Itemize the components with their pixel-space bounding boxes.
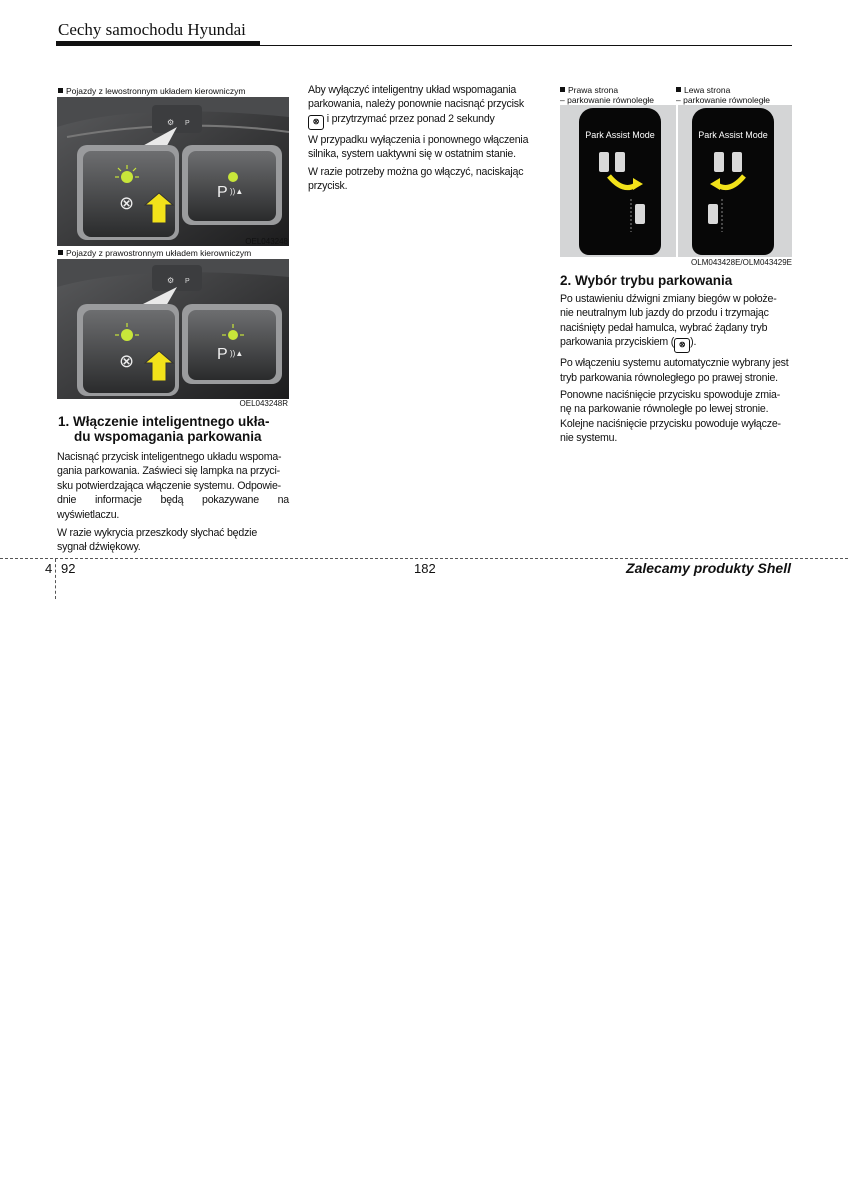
section1-title-line1: 1. Włączenie inteligentnego ukła- bbox=[58, 414, 270, 429]
console-buttons-illustration bbox=[57, 97, 289, 246]
park-assist-button-icon: ⊗ bbox=[674, 338, 690, 353]
footer-dashed-rule bbox=[0, 558, 848, 559]
header-rule bbox=[56, 45, 792, 46]
park-assist-screen-right bbox=[579, 108, 661, 255]
park-assist-screen-left bbox=[692, 108, 774, 255]
console-buttons-rhd-illustration bbox=[57, 259, 289, 399]
figure2-photo bbox=[57, 259, 289, 399]
section1-para2-line: W razie wykrycia przeszkody słychać będzie bbox=[57, 527, 258, 540]
section1-para1-line: sku potwierdzająca włączenie systemu. Odpowie- bbox=[57, 479, 281, 492]
section2-para2-line: tryb parkowania równoległego po prawej stronie. bbox=[560, 371, 778, 384]
section2-para3-line: nie systemu. bbox=[560, 432, 618, 445]
section2-para1-line: naciśnięty pedał hamulca, wybrać żądany tryb bbox=[560, 321, 768, 334]
section2-para1-line: nie neutralnym lub jazdy do przodu i trzymając bbox=[560, 307, 769, 320]
middle-para2-line: W przypadku wyłączenia i ponownego włączenia bbox=[308, 133, 529, 146]
svg-text:P: P bbox=[185, 278, 190, 285]
figure2-code: OEL043248R bbox=[239, 399, 288, 408]
figure2-caption: Pojazdy z prawostronnym układem kierowniczym bbox=[58, 248, 251, 258]
footer-chapter-page: 92 bbox=[61, 561, 76, 576]
svg-text:P: P bbox=[185, 120, 190, 127]
park-assist-figure bbox=[560, 105, 792, 257]
section2-body bbox=[560, 292, 792, 446]
section2-para1-line: parkowania przyciskiem ( ⊗ ). bbox=[560, 335, 792, 353]
svg-text:))▲: ))▲ bbox=[230, 349, 244, 358]
section2-para3-line: nę na parkowanie równoległe po lewej stronie. bbox=[560, 403, 769, 416]
section1-para1-line: gania parkowania. Zaświeci się lampka na przyci- bbox=[57, 465, 280, 478]
section1-title-line2: du wspomagania parkowania bbox=[74, 429, 262, 444]
footer-chapter: 4 bbox=[45, 561, 53, 576]
right-figure-caption-left: Prawa strona – parkowanie równoległe bbox=[560, 85, 655, 105]
svg-text:⚙: ⚙ bbox=[167, 118, 175, 127]
park-assist-button-icon: ⊗ bbox=[308, 115, 324, 130]
middle-para1-line: parkowania, należy ponownie nacisnąć przycisk bbox=[308, 98, 524, 111]
middle-para2-line: silnika, system uaktywni się w ostatnim stanie. bbox=[308, 148, 516, 161]
section2-para2-line: Po włączeniu systemu automatycznie wybrany jest bbox=[560, 357, 789, 370]
figure1-code: OEL043248 bbox=[245, 237, 288, 246]
svg-text:⊗: ⊗ bbox=[119, 193, 135, 213]
svg-text:⚙: ⚙ bbox=[167, 276, 175, 285]
section2-para3-line: Kolejne naciśnięcie przycisku powoduje wyłącze- bbox=[560, 417, 781, 430]
figure-divider bbox=[676, 105, 678, 257]
right-parking-diagram bbox=[579, 144, 661, 252]
footer-page-number: 182 bbox=[414, 561, 436, 576]
section1-para1-line: dnie informacje będą pokazywane na wyświetlaczu. bbox=[57, 494, 289, 521]
section2-title: 2. Wybór trybu parkowania bbox=[560, 273, 733, 288]
middle-para1-line: Aby wyłączyć inteligentny układ wspomagania bbox=[308, 84, 517, 96]
screen-label: Park Assist Mode bbox=[585, 130, 655, 140]
left-parking-diagram bbox=[692, 144, 774, 252]
section1-para2-line: sygnał dźwiękowy. bbox=[57, 541, 141, 554]
middle-body bbox=[308, 83, 540, 193]
right-figure-code: OLM043428E/OLM043429E bbox=[691, 258, 792, 267]
section2-para3-line: Ponowne naciśnięcie przycisku spowoduje zmia- bbox=[560, 389, 781, 402]
right-figure-caption-right: Lewa strona – parkowanie równoległe bbox=[676, 85, 771, 105]
svg-text:P: P bbox=[217, 346, 228, 363]
footer-vertical-dash bbox=[55, 559, 56, 599]
section1-body bbox=[57, 450, 289, 555]
section2-para1-line: Po ustawieniu dźwigni zmiany biegów w położe- bbox=[560, 293, 777, 305]
svg-text:⊗: ⊗ bbox=[119, 351, 135, 371]
middle-para3-line: W razie potrzeby można go włączyć, naciskając bbox=[308, 165, 524, 178]
screen-label: Park Assist Mode bbox=[698, 130, 768, 140]
footer-slogan: Zalecamy produkty Shell bbox=[626, 560, 791, 576]
page-header-title: Cechy samochodu Hyundai bbox=[58, 20, 246, 39]
figure1-photo bbox=[57, 97, 289, 246]
svg-text:))▲: ))▲ bbox=[230, 187, 244, 196]
figure1-caption: Pojazdy z lewostronnym układem kierowniczym bbox=[58, 86, 246, 96]
middle-para3-line: przycisk. bbox=[308, 180, 348, 193]
svg-text:P: P bbox=[217, 184, 228, 201]
middle-para1-line: ⊗ i przytrzymać przez ponad 2 sekundy bbox=[308, 112, 540, 130]
section1-para1-line: Nacisnąć przycisk inteligentnego układu wspoma- bbox=[57, 451, 282, 463]
